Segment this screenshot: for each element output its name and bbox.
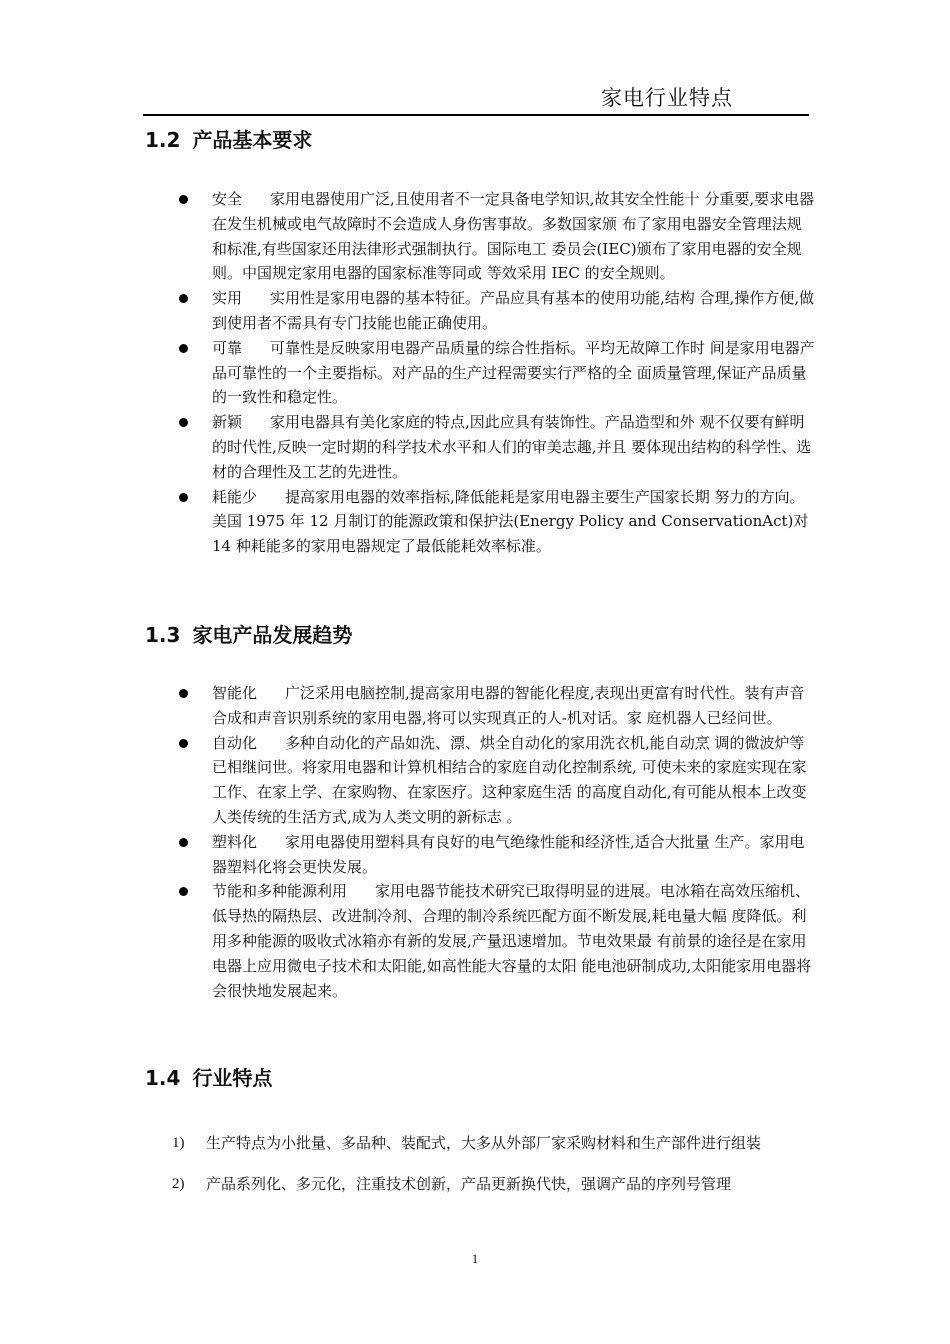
header-title: 家电行业特点 [601, 86, 733, 110]
item-term: 安全 [212, 190, 243, 208]
list-item-novel [176, 410, 816, 484]
trends-list [176, 681, 816, 1003]
bullet-icon [179, 838, 188, 847]
bullet-icon [179, 418, 188, 427]
item-term: 新颖 [212, 413, 243, 432]
item-term: 智能化 [212, 684, 258, 702]
section-heading-1-4 [145, 1062, 272, 1091]
bullet-icon [179, 739, 188, 748]
item-marker: 2) [172, 1176, 185, 1192]
item-text: 提高家用电器的效率指标,降低能耗是家用电器主要生产国家长期 努力的方向。美国 1975 年 12 月制订的能源政策和保护法(Energy Policy and ConservationAct)对 14 种耗能多的家用电器规定了最低能耗效率标准。 [212, 487, 809, 556]
item-marker: 1) [172, 1135, 185, 1151]
section-title: 行业特点 [192, 1066, 273, 1090]
item-term: 可靠 [212, 338, 243, 357]
requirements-list [176, 187, 816, 559]
numbered-item-2 [172, 1168, 812, 1200]
item-text: 多种自动化的产品如洗、漂、烘全自动化的家用洗衣机,能自动烹 调的微波炉等已相继问世。将家用电器和计算机相结合的家庭自动化控制系统, 可使未来的家庭实现在家工作、在家上学、在家购物、在家医疗。这种家庭生活 的高度自动化,有可能从根本上改变人类传统的生活方式,成为人类文明的新标志 。 [212, 733, 807, 826]
item-term: 耗能少 [212, 487, 258, 506]
item-text: 家用电器节能技术研究已取得明显的进展。电冰箱在高效压缩机、 低导热的隔热层、改进制冷剂、合理的制冷系统匹配方面不断发展,耗电量大幅 度降低。利用多种能源的吸收式冰箱亦有新的发展,产量迅速增加。节电效果最 有前景的途径是在家用电器上应用微电子技术和太阳能,如高性能大容量的太阳 能电池研制成功,太阳能家用电器将会很快地发展起来。 [212, 882, 812, 1000]
item-term: 自动化 [212, 733, 258, 752]
list-item-energy-saving [176, 879, 816, 1003]
bullet-icon [179, 887, 188, 896]
item-term: 实用 [212, 289, 243, 308]
bullet-icon [179, 195, 188, 204]
list-item-safety [176, 187, 816, 286]
item-text: 家用电器具有美化家庭的特点,因此应具有装饰性。产品造型和外 观不仅要有鲜明的时代性,反映一定时期的科学技术水平和人们的审美志趣,并且 要体现出结构的科学性、选材的合理性及工艺的先进性。 [212, 413, 812, 481]
item-text: 实用性是家用电器的基本特征。产品应具有基本的使用功能,结构 合理,操作方便,做到使用者不需具有专门技能也能正确使用。 [212, 289, 815, 332]
section-number: 1.4 [145, 1066, 181, 1090]
item-text: 生产特点为小批量、多品种、装配式，大多从外部厂家采购材料和生产部件进行组装 [206, 1134, 762, 1152]
item-text: 家用电器使用塑料具有良好的电气绝缘性能和经济性,适合大批量 生产。家用电器塑料化将会更快发展。 [212, 832, 805, 876]
item-term: 塑料化 [212, 832, 258, 851]
bullet-icon [179, 493, 188, 502]
section-number: 1.3 [145, 623, 181, 647]
section-title: 产品基本要求 [192, 128, 313, 152]
bullet-icon [179, 344, 188, 353]
bullet-icon [179, 689, 188, 698]
item-text: 产品系列化、多元化，注重技术创新，产品更新换代快，强调产品的序列号管理 [206, 1175, 732, 1193]
page-number: 1 [471, 1251, 479, 1266]
bullet-icon [179, 294, 188, 303]
section-heading-1-3 [145, 619, 352, 648]
item-term: 节能和多种能源利用 [212, 882, 348, 901]
list-item-plastic [176, 830, 816, 880]
list-item-low-energy [176, 485, 816, 559]
list-item-automation [176, 731, 816, 830]
section-title: 家电产品发展趋势 [192, 623, 353, 647]
item-text: 广泛采用电脑控制,提高家用电器的智能化程度,表现出更富有时代性。装有声音合成和声音识别系统的家用电器,将可以实现真正的人-机对话。家 庭机器人已经问世。 [212, 684, 805, 727]
industry-features-list [172, 1127, 812, 1209]
list-item-practical [176, 286, 816, 336]
item-text: 可靠性是反映家用电器产品质量的综合性指标。平均无故障工作时 间是家用电器产品可靠性的一个主要指标。对产品的生产过程需要实行严格的全 面质量管理,保证产品质量的一致性和稳定性。 [212, 338, 815, 407]
item-text: 家用电器使用广泛,且使用者不一定具备电学知识,故其安全性能十 分重要,要求电器在发生机械或电气故障时不会造成人身伤害事故。多数国家颁 布了家用电器安全管理法规和标准,有些国家还用法律形式强制执行。国际电工 委员会(IEC)颁布了家用电器的安全规则。中国规定家用电器的国家标准等同或 等效采用 IEC 的安全规则。 [212, 190, 815, 283]
list-item-intelligent [176, 681, 816, 731]
section-heading-1-2 [145, 124, 312, 153]
numbered-item-1 [172, 1127, 812, 1159]
section-number: 1.2 [145, 128, 181, 152]
page-header [143, 78, 809, 116]
list-item-reliable [176, 336, 816, 410]
